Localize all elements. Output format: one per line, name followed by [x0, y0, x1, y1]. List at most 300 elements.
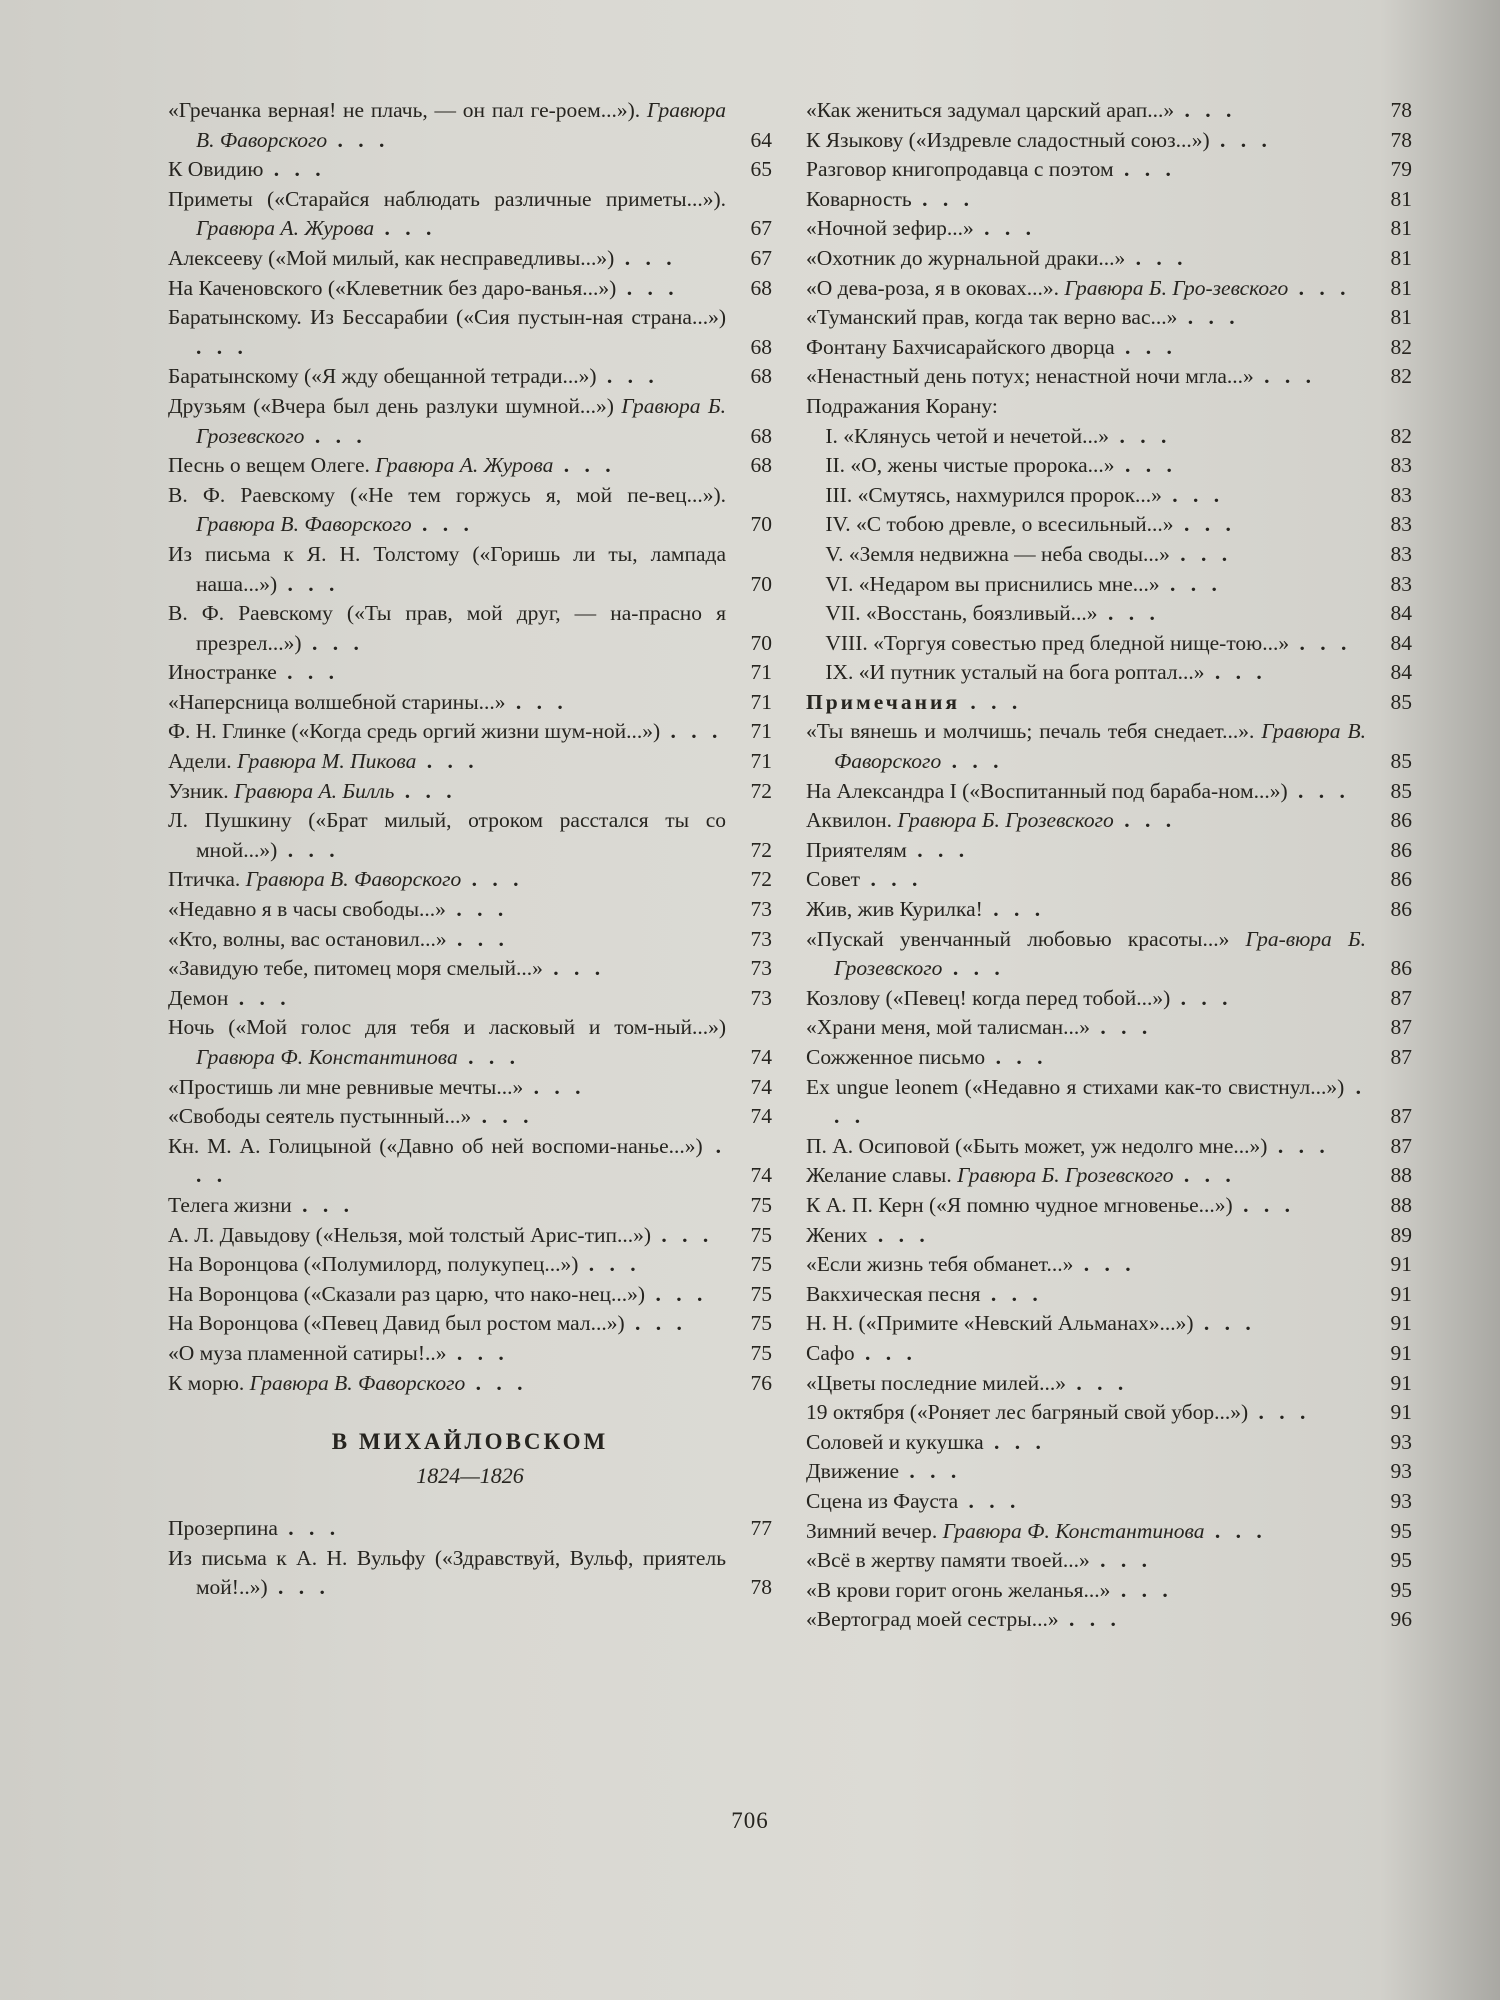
leader-dots: . . .	[1170, 985, 1233, 1010]
entry-title: А. Л. Давыдову («Нельзя, мой толстый Арис-тип...»)	[168, 1222, 652, 1247]
entry-engraving: Гравюра А. Журова	[195, 216, 375, 241]
toc-entry	[168, 1280, 772, 1310]
toc-entry	[806, 1043, 1412, 1073]
toc-entry	[806, 274, 1412, 304]
leader-dots: . . .	[645, 1281, 708, 1306]
leader-dots: . . .	[960, 689, 1023, 714]
toc-entry-text	[806, 214, 1366, 244]
toc-entry	[168, 599, 772, 658]
leader-dots: . . .	[1248, 1400, 1311, 1425]
entry-engraving: Гравюра А. Билль	[234, 778, 395, 803]
entry-engraving: Гравюра Б. Гро-зевского	[1064, 275, 1289, 300]
toc-entry	[806, 777, 1412, 807]
toc-entry	[168, 1544, 772, 1603]
toc-entry-text	[806, 1457, 1366, 1487]
entry-page-number: 93	[1390, 1429, 1412, 1454]
section-years: 1824—1826	[416, 1463, 524, 1489]
toc-entry-text	[806, 1161, 1366, 1191]
entry-title: На Воронцова («Сказали раз царю, что нако-нец...»)	[168, 1281, 646, 1306]
toc-entry	[806, 717, 1412, 776]
toc-entry-text	[806, 1517, 1366, 1547]
entry-title: Демон	[168, 985, 229, 1010]
entry-title: «Если жизнь тебя обманет...»	[806, 1252, 1074, 1277]
toc-entry	[168, 274, 772, 304]
leader-dots: . . .	[1209, 127, 1272, 152]
toc-entry	[168, 1013, 772, 1072]
leader-dots: . . .	[416, 749, 479, 774]
entry-title: VIII. «Торгуя совестью пред бледной нище-тою...»	[825, 630, 1290, 655]
entry-title: «В крови горит огонь желанья...»	[806, 1577, 1111, 1602]
entry-title: К А. П. Керн («Я помню чудное мгновенье...»)	[806, 1192, 1233, 1217]
leader-dots: . . .	[1109, 423, 1172, 448]
leader-dots: . . .	[1267, 1133, 1330, 1158]
entry-title: «О муза пламенной сатиры!..»	[168, 1340, 447, 1365]
entry-title: «Свободы сеятель пустынный...»	[168, 1104, 472, 1129]
toc-entry	[806, 422, 1412, 452]
entry-page-number: 81	[1390, 186, 1412, 211]
entry-title: «Простишь ли мне ревнивые мечты...»	[168, 1074, 524, 1099]
entry-page-number: 70	[750, 571, 772, 596]
toc-entry	[168, 1132, 772, 1191]
toc-entry-text	[806, 422, 1366, 452]
leader-dots: . . .	[394, 778, 457, 803]
leader-dots: . . .	[1159, 571, 1222, 596]
toc-entry-text	[806, 392, 1366, 422]
entry-page-number: 73	[750, 985, 772, 1010]
entry-page-number: 86	[1390, 867, 1412, 892]
entry-page-number: 81	[1390, 245, 1412, 270]
entry-title: Из письма к Я. Н. Толстому («Горишь ли ты, лампада наша...»)	[168, 541, 726, 596]
leader-dots: . . .	[1090, 1015, 1153, 1040]
toc-entry-text	[168, 1250, 726, 1280]
entry-engraving: Гравюра В. Фаворского	[245, 867, 462, 892]
toc-entry	[168, 984, 772, 1014]
toc-entry	[806, 1221, 1412, 1251]
toc-entry	[806, 1280, 1412, 1310]
entry-page-number: 95	[1390, 1518, 1412, 1543]
leader-dots: . . .	[1289, 630, 1352, 655]
entry-title: Жив, жив Курилка!	[806, 897, 983, 922]
entry-title: Друзьям («Вчера был день разлуки шумной...»)	[168, 393, 614, 418]
leader-dots: . . .	[276, 660, 340, 685]
toc-entry-text	[806, 1398, 1366, 1428]
entry-title: На Воронцова («Певец Давид был ростом мал...»)	[168, 1311, 625, 1336]
leader-dots: . . .	[1113, 157, 1176, 182]
toc-entry-text	[806, 1546, 1366, 1576]
entry-title: Адели.	[168, 749, 232, 774]
leader-dots: . . .	[660, 719, 723, 744]
leader-dots: . . .	[277, 571, 340, 596]
toc-entry-text	[806, 362, 1366, 392]
entry-page-number: 70	[750, 512, 772, 537]
entry-title: Движение	[806, 1459, 899, 1484]
toc-entry	[806, 599, 1412, 629]
left-entries	[168, 96, 772, 1398]
leader-dots: . . .	[1288, 275, 1351, 300]
entry-page-number: 86	[1390, 956, 1412, 981]
leader-dots: . . .	[1114, 453, 1177, 478]
toc-entry	[168, 1073, 772, 1103]
entry-page-number: 91	[1390, 1370, 1412, 1395]
entry-page-number: 85	[1390, 778, 1412, 803]
entry-title: Вакхическая песня	[806, 1281, 981, 1306]
toc-entry-text	[806, 185, 1366, 215]
entry-engraving: Гравюра А. Журова	[375, 453, 554, 478]
entry-title: Жених	[806, 1222, 868, 1247]
toc-entry	[168, 540, 772, 599]
entry-page-number: 67	[750, 245, 772, 270]
leader-dots: . . .	[651, 1222, 714, 1247]
entry-title: «Гречанка верная! не плачь, — он пал ге-роем...»).	[168, 98, 641, 122]
toc-entry	[806, 451, 1412, 481]
leader-dots: . . .	[465, 1370, 528, 1395]
toc-entry	[168, 717, 772, 747]
toc-entry-text	[168, 1339, 726, 1369]
leader-dots: . . .	[596, 364, 659, 389]
entry-page-number: 72	[750, 778, 772, 803]
toc-entry-text	[168, 717, 726, 747]
toc-entry-text	[806, 865, 1366, 895]
toc-entry	[806, 836, 1412, 866]
toc-entry-text	[168, 303, 726, 362]
entry-title: На Воронцова («Полумилорд, полукупец...»)	[168, 1252, 579, 1277]
toc-entry-text	[168, 274, 726, 304]
toc-entry-text	[806, 1132, 1366, 1162]
entry-page-number: 83	[1390, 512, 1412, 537]
entry-engraving: Гравюра В. Фаворского	[195, 98, 726, 152]
entry-page-number: 93	[1390, 1459, 1412, 1484]
toc-entry	[806, 1369, 1412, 1399]
entry-title: Кн. М. А. Голицыной («Давно об ней воспоми-нанье...»)	[168, 1133, 703, 1158]
toc-entry-text	[806, 303, 1366, 333]
entry-title: К морю.	[168, 1370, 245, 1395]
toc-entry-text	[806, 984, 1366, 1014]
toc-entry-text	[806, 1043, 1366, 1073]
entry-page-number: 68	[750, 275, 772, 300]
entry-title: Сцена из Фауста	[806, 1488, 959, 1513]
entry-title: Соловей и кукушка	[806, 1429, 984, 1454]
entry-title: Н. Н. («Примите «Невский Альманах»...»)	[806, 1311, 1194, 1336]
entry-page-number: 82	[1390, 364, 1412, 389]
entry-page-number: 73	[750, 926, 772, 951]
entry-page-number: 67	[750, 216, 772, 241]
entry-engraving: Гравюра Ф. Константинова	[942, 1518, 1205, 1543]
entry-page-number: 88	[1390, 1163, 1412, 1188]
leader-dots: . . .	[1193, 1311, 1256, 1336]
toc-entry-text	[806, 155, 1366, 185]
leader-dots: . . .	[304, 423, 367, 448]
leader-dots: . . .	[195, 1133, 727, 1188]
entry-title: Зимний вечер.	[806, 1518, 938, 1543]
entry-page-number: 88	[1390, 1192, 1412, 1217]
leader-dots: . . .	[1097, 601, 1160, 626]
entry-page-number: 81	[1390, 305, 1412, 330]
entry-page-number: 75	[750, 1281, 772, 1306]
toc-entry	[806, 1250, 1412, 1280]
entry-page-number: 91	[1390, 1281, 1412, 1306]
entry-page-number: 65	[750, 157, 772, 182]
leader-dots: . . .	[624, 1311, 687, 1336]
toc-entry	[806, 155, 1412, 185]
leader-dots: . . .	[277, 837, 340, 862]
entry-title: Подражания Корану:	[806, 393, 998, 418]
leader-dots: . . .	[616, 275, 679, 300]
leader-dots: . . .	[1114, 334, 1177, 359]
leader-dots: . . .	[374, 216, 437, 241]
entry-title: Узник.	[168, 778, 229, 803]
toc-entry-text	[168, 1544, 726, 1603]
toc-entry	[168, 96, 772, 155]
entry-page-number: 95	[1390, 1577, 1412, 1602]
entry-page-number: 89	[1390, 1222, 1412, 1247]
toc-entry-text	[168, 244, 726, 274]
entry-page-number: 73	[750, 956, 772, 981]
toc-entry-text	[806, 1428, 1366, 1458]
entry-page-number: 83	[1390, 571, 1412, 596]
toc-entry	[806, 96, 1412, 126]
entry-page-number: 72	[750, 867, 772, 892]
toc-entry	[168, 155, 772, 185]
toc-entry-text	[168, 599, 726, 658]
entry-engraving: Гравюра В. Фаворского	[195, 512, 412, 537]
entry-title: П. А. Осиповой («Быть может, уж недолго мне...»)	[806, 1133, 1268, 1158]
toc-entry-text	[168, 806, 726, 865]
toc-entry	[806, 1309, 1412, 1339]
entry-title: В. Ф. Раевскому («Ты прав, мой друг, — на-прасно я презрел...»)	[168, 601, 726, 655]
entry-page-number: 81	[1390, 275, 1412, 300]
entry-engraving: Гравюра Б. Грозевского	[957, 1163, 1174, 1188]
entry-page-number: 87	[1390, 1104, 1412, 1129]
toc-entry	[806, 865, 1412, 895]
leader-dots: . . .	[1287, 778, 1350, 803]
entry-title: «Всё в жертву памяти твоей...»	[806, 1548, 1090, 1573]
leader-dots: . . .	[195, 334, 248, 359]
toc-entry-text	[806, 1221, 1366, 1251]
entry-title: Козлову («Певец! когда перед тобой...»)	[806, 985, 1171, 1010]
toc-entry	[168, 1369, 772, 1399]
toc-entry-text	[806, 1487, 1366, 1517]
toc-entry-text	[168, 984, 726, 1014]
entry-page-number: 91	[1390, 1252, 1412, 1277]
entry-title: Ex ungue leonem («Недавно я стихами как-то свистнул...»)	[806, 1074, 1345, 1099]
toc-entry-text	[806, 570, 1366, 600]
toc-entry	[806, 540, 1412, 570]
toc-entry-text	[806, 540, 1366, 570]
leader-dots: . . .	[980, 1281, 1043, 1306]
leader-dots: . . .	[942, 956, 1005, 981]
entry-page-number: 82	[1390, 334, 1412, 359]
entry-title: Приметы («Старайся наблюдать различные приметы...»).	[168, 186, 726, 211]
toc-entry	[806, 1517, 1412, 1547]
leader-dots: . . .	[958, 1488, 1021, 1513]
toc-entry-text	[806, 629, 1366, 659]
entry-page-number: 86	[1390, 837, 1412, 862]
toc-entry	[168, 1514, 772, 1544]
entry-page-number: 71	[750, 749, 772, 774]
leader-dots: . . .	[446, 926, 509, 951]
leader-dots: . . .	[899, 1459, 962, 1484]
toc-entry	[806, 658, 1412, 688]
entry-page-number: 75	[750, 1222, 772, 1247]
entry-page-number: 71	[750, 689, 772, 714]
toc-entry-text	[806, 1280, 1366, 1310]
toc-entry-text	[168, 1191, 726, 1221]
entry-page-number: 75	[750, 1252, 772, 1277]
toc-entry	[168, 362, 772, 392]
toc-entry	[806, 1428, 1412, 1458]
toc-entry	[168, 925, 772, 955]
toc-entry	[806, 185, 1412, 215]
toc-entry-text	[168, 481, 726, 540]
entry-page-number: 76	[750, 1370, 772, 1395]
entry-page-number: 78	[750, 1575, 772, 1600]
leader-dots: . . .	[445, 897, 509, 922]
toc-entry	[168, 895, 772, 925]
toc-entry-text	[806, 925, 1366, 984]
entry-title: «Наперсница волшебной старины...»	[168, 689, 506, 714]
entry-page-number: 87	[1390, 1133, 1412, 1158]
toc-entry	[168, 244, 772, 274]
toc-entry	[168, 1250, 772, 1280]
entry-title: К Языкову («Издревле сладостный союз...»)	[806, 127, 1210, 152]
toc-entry	[806, 1605, 1412, 1635]
entry-title: Иностранке	[168, 660, 277, 685]
entry-page-number: 95	[1390, 1548, 1412, 1573]
entry-title: «Завидую тебе, питомец моря смелый...»	[168, 956, 543, 981]
toc-entry	[168, 747, 772, 777]
toc-entry-text	[168, 747, 726, 777]
entry-title: I. «Клянусь четой и нечетой...»	[825, 423, 1110, 448]
toc-right-column	[806, 96, 1412, 1635]
toc-entry	[806, 1398, 1412, 1428]
entry-title: Ночь («Мой голос для тебя и ласковый и том-ный...»)	[168, 1015, 726, 1040]
entry-title: Песнь о вещем Олеге.	[168, 453, 370, 478]
toc-entry-text	[168, 658, 726, 688]
toc-entry-text	[168, 895, 726, 925]
toc-entry-text	[168, 954, 726, 984]
entry-engraving: Гравюра В. Фаворского	[249, 1370, 466, 1395]
toc-entry	[806, 1487, 1412, 1517]
toc-entry	[806, 510, 1412, 540]
toc-entry-text	[168, 451, 726, 481]
toc-entry-text	[806, 481, 1366, 511]
leader-dots: . . .	[471, 1104, 534, 1129]
toc-entry	[806, 392, 1412, 422]
entry-title: «Пускай увенчанный любовью красоты...»	[806, 926, 1230, 951]
leader-dots: . . .	[523, 1074, 586, 1099]
toc-entry	[168, 658, 772, 688]
entry-page-number: 85	[1390, 749, 1412, 774]
entry-engraving: Гравюра Б. Грозевского	[195, 393, 726, 448]
toc-entry-text	[168, 540, 726, 599]
entry-page-number: 77	[750, 1516, 772, 1541]
leader-dots: . . .	[301, 630, 364, 655]
toc-entry	[806, 1339, 1412, 1369]
toc-entry	[806, 1013, 1412, 1043]
toc-entry-text	[806, 1191, 1366, 1221]
toc-entry-text	[806, 244, 1366, 274]
toc-entry-text	[806, 1250, 1366, 1280]
entry-page-number: 74	[750, 1163, 772, 1188]
entry-title: Аквилон.	[806, 808, 892, 833]
leader-dots: . . .	[263, 157, 326, 182]
entry-title: Баратынскому. Из Бессарабии («Сия пустын-ная страна...»)	[168, 305, 726, 330]
toc-entry-text	[806, 806, 1366, 836]
entry-title: «О дева-роза, я в оковах...».	[806, 275, 1060, 300]
leader-dots: . . .	[1058, 1607, 1121, 1632]
toc-entry-text	[806, 1576, 1366, 1606]
toc-entry-text	[168, 1280, 726, 1310]
toc-entry-text	[806, 1013, 1366, 1043]
entry-page-number: 85	[1390, 689, 1412, 714]
toc-entry	[806, 126, 1412, 156]
toc-entry-text	[806, 1073, 1366, 1132]
leader-dots: . . .	[267, 1575, 330, 1600]
leader-dots: . . .	[228, 985, 291, 1010]
entry-page-number: 68	[750, 453, 772, 478]
leader-dots: . . .	[985, 1045, 1048, 1069]
entry-page-number: 82	[1390, 423, 1412, 448]
leader-dots: . . .	[973, 216, 1037, 241]
leader-dots: . . .	[1173, 512, 1236, 537]
toc-entry-text	[168, 925, 726, 955]
entry-title: VI. «Недаром вы приснились мне...»	[825, 571, 1160, 596]
leader-dots: . . .	[1177, 305, 1240, 330]
entry-page-number: 87	[1390, 985, 1412, 1010]
toc-entry-text	[168, 688, 726, 718]
toc-entry	[168, 954, 772, 984]
toc-entry	[168, 1339, 772, 1369]
toc-entry-text	[168, 1309, 726, 1339]
entry-page-number: 75	[750, 1311, 772, 1336]
toc-entry	[168, 392, 772, 451]
entry-page-number: 96	[1390, 1607, 1412, 1632]
entry-title: Приятелям	[806, 837, 907, 862]
entry-page-number: 68	[750, 334, 772, 359]
toc-entry	[168, 865, 772, 895]
toc-entry	[168, 777, 772, 807]
toc-entry-text	[168, 96, 726, 155]
entry-title: Фонтану Бахчисарайского дворца	[806, 334, 1115, 359]
toc-entry	[168, 451, 772, 481]
entry-title: «Ты вянешь и молчишь; печаль тебя снедает...».	[806, 719, 1255, 744]
entry-title: «Охотник до журнальной драки...»	[806, 245, 1126, 270]
entry-page-number: 91	[1390, 1311, 1412, 1336]
toc-entry	[168, 688, 772, 718]
toc-entry	[168, 185, 772, 244]
toc-entry-text	[168, 362, 726, 392]
entry-title: Телега жизни	[168, 1192, 292, 1217]
toc-entry-text	[806, 451, 1366, 481]
toc-entry-text	[806, 658, 1366, 688]
toc-entry-text	[806, 333, 1366, 363]
entry-title: Из письма к А. Н. Вульфу («Здравствуй, Вульф, приятель мой!..»)	[168, 1545, 726, 1600]
toc-entry-text	[806, 274, 1366, 304]
entry-title: Л. Пушкину («Брат милый, отроком расстался ты со мной...»)	[168, 808, 726, 862]
entry-page-number: 74	[750, 1045, 772, 1069]
leader-dots: . . .	[1161, 482, 1225, 507]
toc-entry-text	[168, 1514, 726, 1544]
entry-page-number: 74	[750, 1074, 772, 1099]
entry-page-number: 68	[750, 364, 772, 389]
entry-page-number: 70	[750, 630, 772, 655]
toc-entry	[168, 303, 772, 362]
toc-entry-text	[168, 1013, 726, 1072]
toc-entry-text	[806, 1605, 1366, 1635]
leader-dots: . . .	[327, 127, 390, 152]
leader-dots: . . .	[291, 1192, 354, 1217]
toc-entry	[806, 1161, 1412, 1191]
